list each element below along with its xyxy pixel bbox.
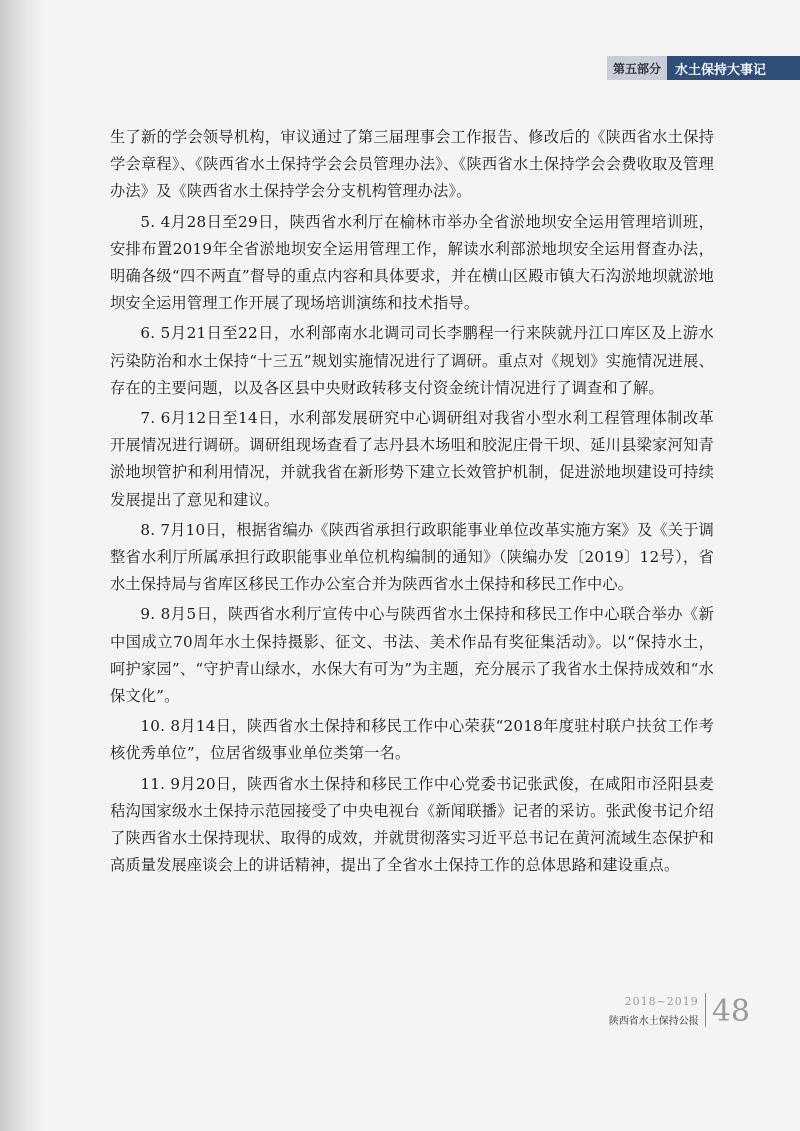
body-text bbox=[110, 124, 714, 882]
page-gutter-shadow bbox=[0, 0, 46, 1131]
footer-journal-title: 陕西省水土保持公报 bbox=[608, 1016, 699, 1027]
section-title: 水土保持大事记 bbox=[667, 56, 800, 80]
paragraph-item-6: 6. 5月21日至22日，水利部南水北调司司长李鹏程一行来陕就丹江口库区及上游水污染防治和水土保持“十三五”规划实施情况进行了调研。重点对《规划》实施情况进展、存在的主要问题，以及各区县中央财政转移支付资金统计情况进行了调查和了解。 bbox=[110, 324, 714, 397]
section-part-label: 第五部分 bbox=[607, 56, 667, 80]
paragraph-item-11: 11. 9月20日，陕西省水土保持和移民工作中心党委书记张武俊，在咸阳市泾阳县麦秸沟国家级水土保持示范园接受了中央电视台《新闻联播》记者的采访。张武俊书记介绍了陕西省水土保持现状、取得的成效，并就贯彻落实习近平总书记在黄河流域生态保护和高质量发展座谈会上的讲话精神，提出了全省水土保持工作的总体思路和建设重点。 bbox=[110, 774, 714, 875]
section-header bbox=[607, 56, 800, 80]
paragraph-item-7: 7. 6月12日至14日，水利部发展研究中心调研组对我省小型水利工程管理体制改革开展情况进行调研。调研组现场查看了志丹县木场咀和胶泥庄骨干坝、延川县梁家河知青淤地坝管护和利用情况，并就我省在新形势下建立长效管护机制，促进淤地坝建设可持续发展提出了意见和建议。 bbox=[110, 409, 714, 509]
footer-divider bbox=[705, 993, 706, 1027]
paragraph-item-8: 8. 7月10日，根据省编办《陕西省承担行政职能事业单位改革实施方案》及《关于调整省水利厅所属承担行政职能事业单位机构编制的通知》（陕编办发〔2019〕12号），省水土保持局与省库区移民工作办公室合并为陕西省水土保持和移民工作中心。 bbox=[110, 520, 714, 594]
footer-meta bbox=[609, 995, 699, 1027]
paragraph-item-9: 9. 8月5日，陕西省水利厅宣传中心与陕西省水土保持和移民工作中心联合举办《新中国成立70周年水土保持摄影、征文、书法、美术作品有奖征集活动》。以“保持水土，呵护家园”、“守护青山绿水，水保大有可为”为主题，充分展示了我省水土保持成效和“水保文化”。 bbox=[110, 605, 714, 706]
page-number: 48 bbox=[711, 994, 750, 1029]
paragraph-item-10: 10. 8月14日，陕西省水土保持和移民工作中心荣获“2018年度驻村联户扶贫工作考核优秀单位”，位居省级事业单位类第一名。 bbox=[110, 717, 714, 763]
page-footer bbox=[609, 993, 750, 1027]
paragraph-item-5: 5. 4月28日至29日，陕西省水利厅在榆林市举办全省淤地坝安全运用管理培训班，安排布置2019年全省淤地坝安全运用管理工作，解读水利部淤地坝安全运用督查办法，明确各级“四不两直”督导的重点内容和具体要求，并在横山区殿市镇大石沟淤地坝就淤地坝安全运用管理工作开展了现场培训演练和技术指导。 bbox=[110, 212, 714, 313]
paragraph-continued: 生了新的学会领导机构，审议通过了第三届理事会工作报告、修改后的《陕西省水土保持学会章程》、《陕西省水土保持学会会员管理办法》、《陕西省水土保持学会会费收取及管理办法》及《陕西省水土保持学会分支机构管理办法》。 bbox=[110, 128, 714, 201]
footer-years: 2018~2019 bbox=[624, 995, 699, 1008]
